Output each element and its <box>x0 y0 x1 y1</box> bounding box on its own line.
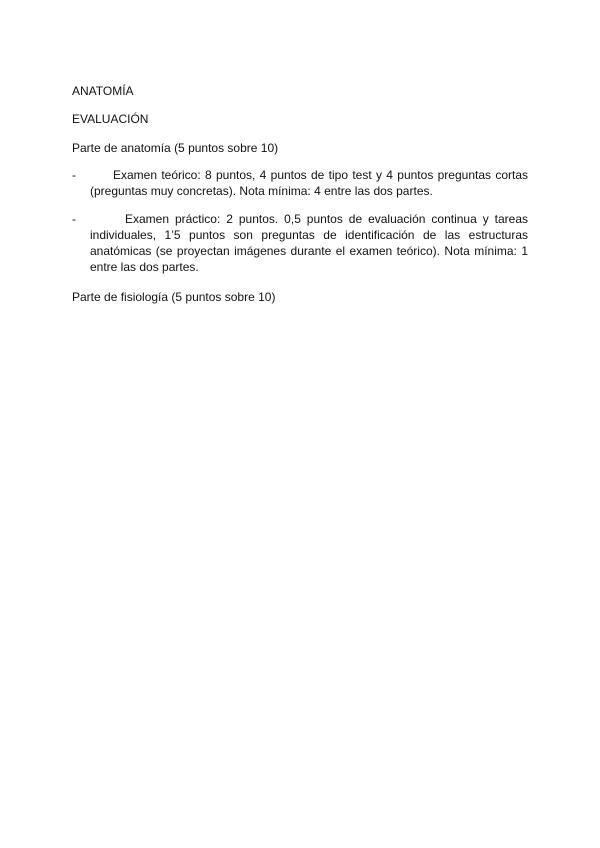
anatomy-section-heading: Parte de anatomía (5 puntos sobre 10) <box>72 141 279 155</box>
list-item <box>72 211 528 275</box>
physiology-section-heading: Parte de fisiología (5 puntos sobre 10) <box>72 290 276 304</box>
list-bullet: - <box>72 168 76 182</box>
list-item-text: Examen teórico: 8 puntos, 4 puntos de tipo test y 4 puntos preguntas cortas (preguntas muy concretas). Nota mínima: 4 entre las dos partes. <box>90 168 528 198</box>
document-title: ANATOMÍA <box>72 84 134 98</box>
evaluation-heading: EVALUACIÓN <box>72 112 149 126</box>
list-item <box>72 167 528 199</box>
list-bullet: - <box>72 212 76 226</box>
list-item-text: Examen práctico: 2 puntos. 0,5 puntos de evaluación continua y tareas individuales, 1’5 puntos son preguntas de identificación de las estructuras anatómicas (se proyectan imágenes durante el examen teórico). Nota mínima: 1 entre las dos partes. <box>90 212 528 274</box>
